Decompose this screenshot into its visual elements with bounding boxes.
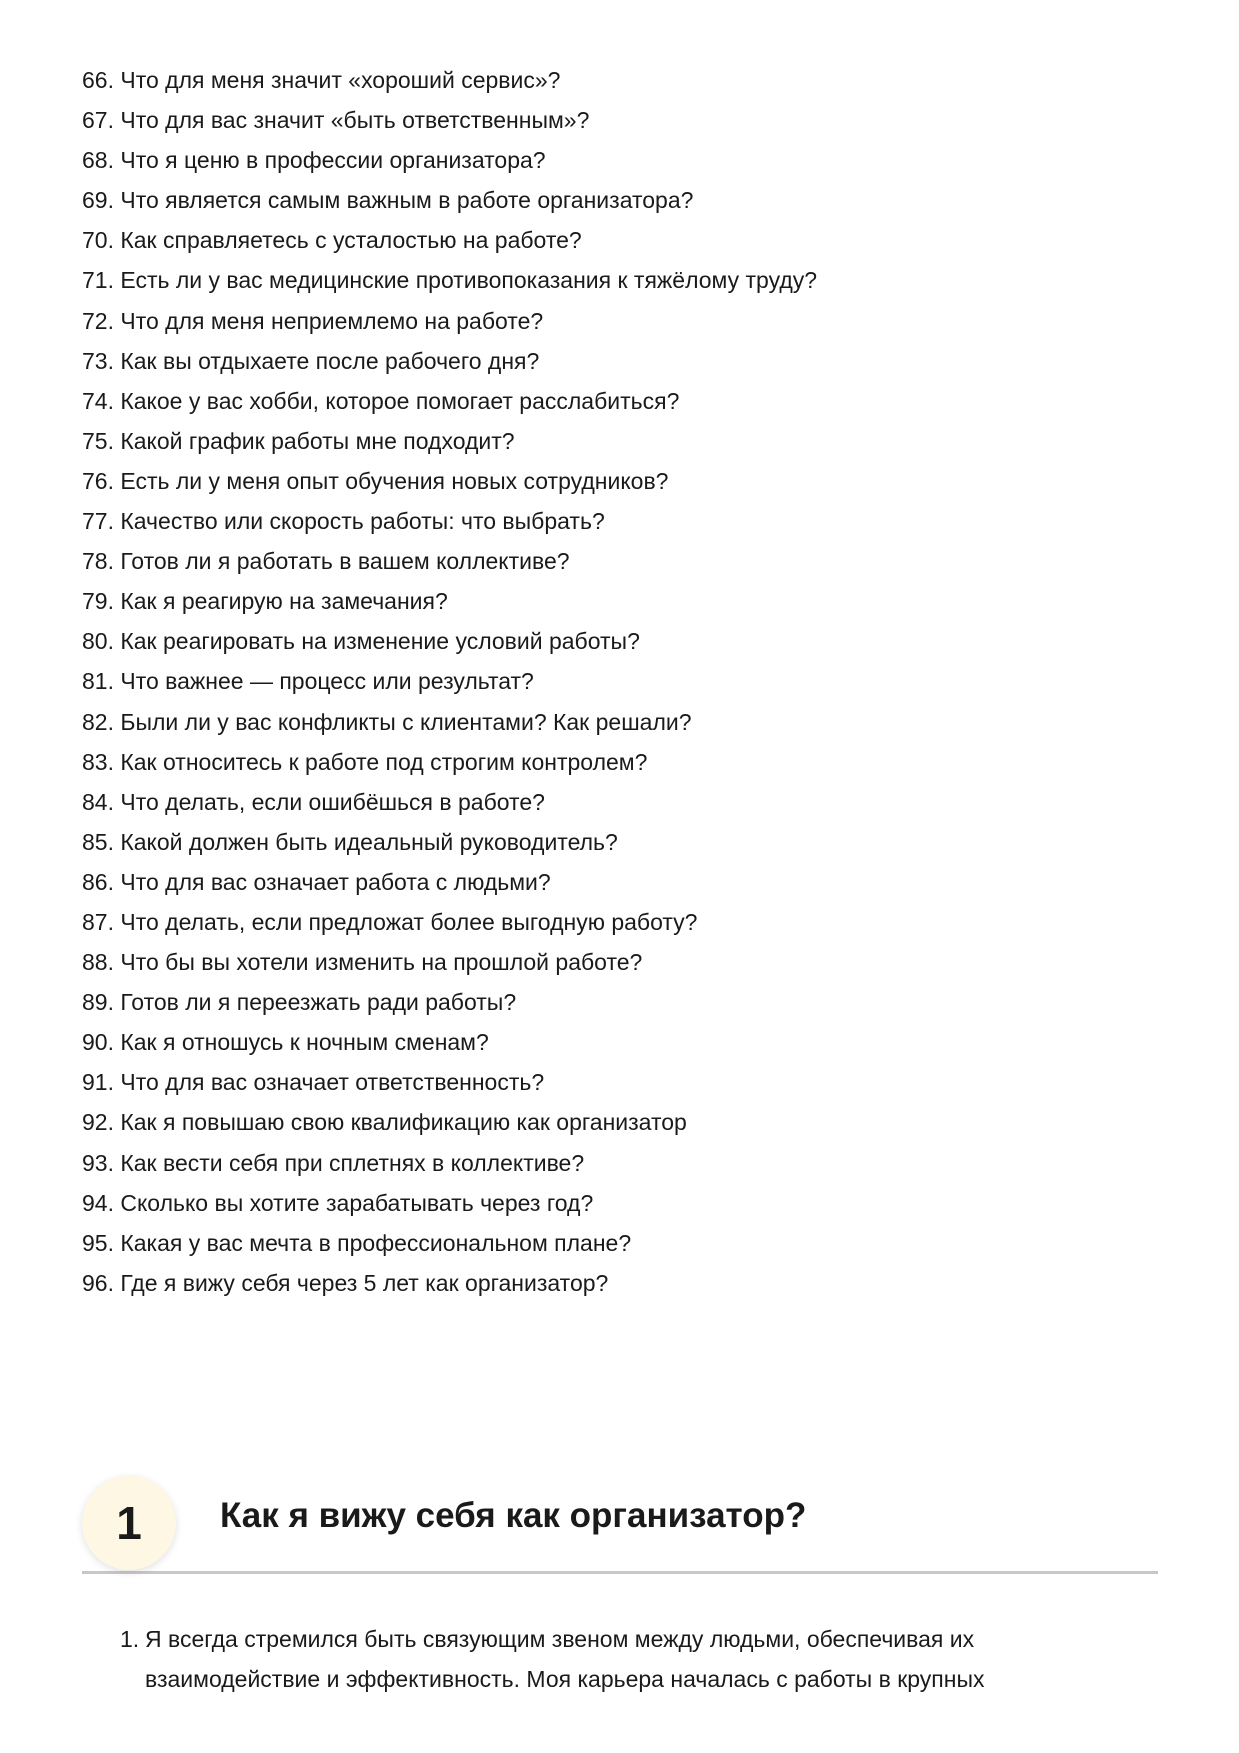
section-number-badge: 1 [82,1476,176,1570]
question-item: 85. Какой должен быть идеальный руководитель? [82,828,618,855]
answer-marker: 1. [120,1626,140,1652]
question-item: 95. Какая у вас мечта в профессиональном плане? [82,1229,632,1256]
question-item: 66. Что для меня значит «хороший сервис»? [82,67,561,93]
question-item: 81. Что важнее — процесс или результат? [82,668,534,695]
question-item: 88. Что бы вы хотели изменить на прошлой работе? [82,949,643,976]
question-item: 90. Как я отношусь к ночным сменам? [82,1029,489,1056]
question-item: 76. Есть ли у меня опыт обучения новых сотрудников? [82,467,669,494]
question-item: 70. Как справляетесь с усталостью на работе? [82,227,582,254]
question-item: 68. Что я ценю в профессии организатора? [82,147,546,174]
question-item: 89. Готов ли я переезжать ради работы? [82,989,517,1016]
question-item: 78. Готов ли я работать в вашем коллективе? [82,548,570,575]
question-item: 83. Как относитесь к работе под строгим контролем? [82,748,648,775]
question-item: 91. Что для вас означает ответственность? [82,1069,545,1096]
question-item: 96. Где я вижу себя через 5 лет как организатор? [82,1269,609,1296]
question-item: 72. Что для меня неприемлемо на работе? [82,307,544,334]
question-item: 92. Как я повышаю свою квалификацию как организатор [82,1109,687,1136]
question-list [82,60,817,1303]
question-item: 82. Были ли у вас конфликты с клиентами? Как решали? [82,708,692,735]
question-item: 86. Что для вас означает работа с людьми? [82,868,551,895]
question-item: 93. Как вести себя при сплетнях в коллективе? [82,1149,585,1176]
question-item: 94. Сколько вы хотите зарабатывать через год? [82,1189,594,1216]
question-item: 67. Что для вас значит «быть ответственным»? [82,107,590,134]
question-item: 69. Что является самым важным в работе организатора? [82,187,694,214]
answer-item [120,1619,1080,1699]
answer-list [120,1619,1080,1699]
question-item: 84. Что делать, если ошибёшься в работе? [82,788,545,815]
question-item: 74. Какое у вас хобби, которое помогает расслабиться? [82,387,680,414]
answer-text: Я всегда стремился быть связующим звеном между людьми, обеспечивая их взаимодействие и эффективность. Моя карьера началась с работы в крупных [145,1626,985,1692]
question-item: 87. Что делать, если предложат более выгодную работу? [82,908,698,935]
question-item: 73. Как вы отдыхаете после рабочего дня? [82,347,540,374]
section-title: Как я вижу себя как организатор? [220,1496,807,1535]
section-header [82,1476,1158,1574]
question-item: 79. Как я реагирую на замечания? [82,588,448,615]
question-item: 77. Качество или скорость работы: что выбрать? [82,508,605,535]
question-item: 75. Какой график работы мне подходит? [82,427,515,454]
question-item: 71. Есть ли у вас медицинские противопоказания к тяжёлому труду? [82,267,818,294]
question-item: 80. Как реагировать на изменение условий работы? [82,628,640,655]
